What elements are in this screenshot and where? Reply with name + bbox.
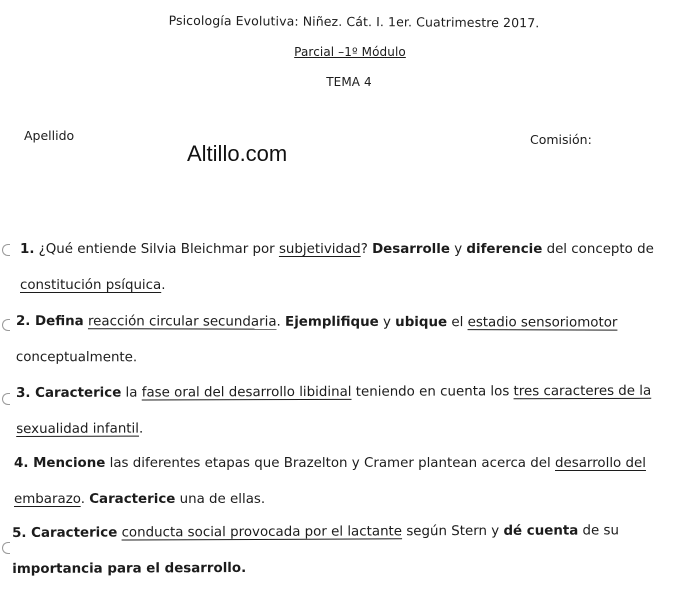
instruction-verb: Desarrolle	[372, 242, 450, 257]
question-text: las diferentes etapas que Brazelton y Cramer plantean acerca del	[105, 456, 555, 471]
course-title: Psicología Evolutiva: Niñez. Cát. I. 1er. Cuatrimestre 2017.	[168, 12, 540, 31]
question-number: 1.	[20, 242, 35, 257]
exam-subtitle: Parcial –1º Módulo	[294, 45, 406, 59]
surname-field-label: Apellido	[24, 128, 75, 143]
exam-topic-number: TEMA 4	[326, 75, 372, 89]
instruction-verb: dé cuenta	[503, 523, 579, 539]
question-text: la	[121, 385, 142, 401]
question-text: el	[447, 315, 468, 331]
underlined-term: constitución psíquica	[20, 278, 162, 293]
underlined-term: reacción circular secundaria	[87, 314, 277, 330]
question-2	[16, 304, 692, 378]
underlined-term: estadio sensoriomotor	[467, 315, 618, 331]
question-text: .	[161, 278, 166, 293]
question-3	[16, 374, 692, 448]
question-text: teniendo en cuenta los	[351, 384, 514, 400]
question-text: según Stern y	[402, 523, 504, 540]
underlined-term: desarrollo del embarazo	[14, 456, 646, 507]
question-text: .	[80, 492, 90, 507]
question-text: ¿Qué entiende Silvia Bleichmar por	[34, 242, 279, 257]
commission-field-label: Comisión:	[530, 132, 592, 147]
question-text: y	[449, 242, 467, 257]
question-number: 3.	[16, 385, 31, 401]
underlined-term: tres caracteres de la sexualidad infantil	[16, 383, 652, 437]
instruction-verb: importancia para el desarrollo.	[12, 560, 247, 577]
instruction-verb: Caracterice	[89, 492, 176, 507]
question-text: conceptualmente.	[15, 349, 138, 366]
instruction-verb: ubique	[395, 314, 448, 331]
instruction-verb: Ejemplifique	[285, 314, 379, 330]
scan-margin-mark	[2, 244, 10, 256]
question-5	[12, 513, 692, 588]
scan-margin-mark	[2, 542, 10, 554]
instruction-verb: Caracterice	[30, 385, 122, 401]
question-number: 5.	[12, 525, 27, 541]
question-text: .	[276, 314, 286, 330]
question-text: y	[378, 314, 396, 330]
question-text: una de ellas.	[175, 492, 266, 507]
question-text: del concepto de	[542, 242, 654, 257]
scan-margin-mark	[2, 393, 10, 405]
question-text: de su	[578, 523, 620, 539]
underlined-term: fase oral del desarrollo libidinal	[141, 384, 352, 401]
instruction-verb: Mencione	[28, 456, 106, 471]
question-1	[20, 232, 692, 304]
instruction-verb: diferencie	[466, 242, 543, 257]
scan-margin-mark	[2, 319, 10, 331]
instruction-verb: Defina	[30, 314, 84, 330]
underlined-term: subjetividad	[278, 242, 361, 257]
question-number: 4.	[14, 456, 29, 471]
question-text: .	[138, 421, 144, 437]
question-4	[14, 446, 692, 518]
underlined-term: conducta social provocada por el lactante	[121, 524, 403, 541]
question-number: 2.	[15, 313, 31, 330]
question-text: ?	[360, 242, 373, 257]
watermark-text: Altillo.com	[187, 141, 288, 166]
instruction-verb: Caracterice	[26, 525, 118, 541]
